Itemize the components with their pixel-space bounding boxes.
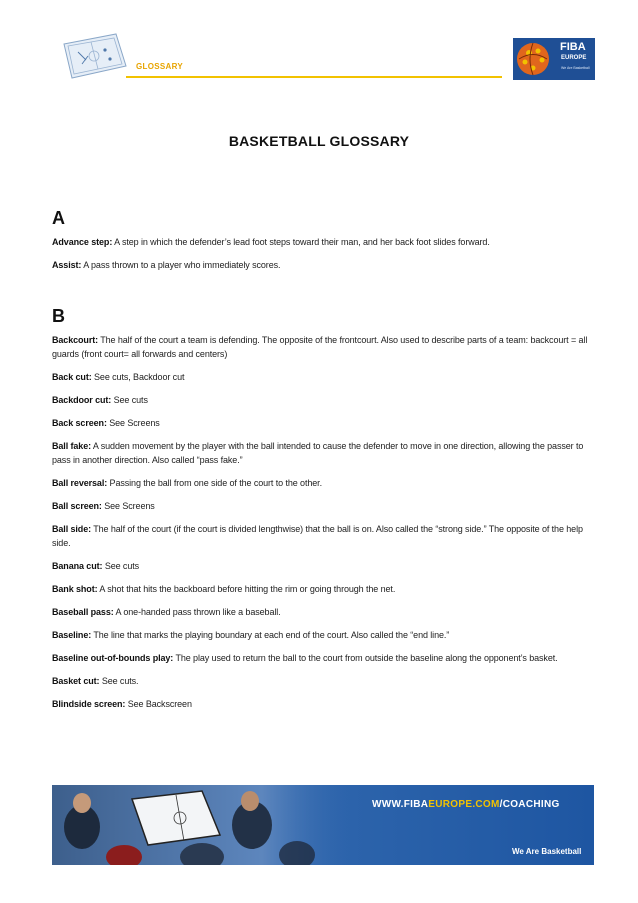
logo-region: EUROPE [561, 55, 587, 61]
section-a [52, 208, 592, 272]
entry-definition: See cuts [102, 561, 140, 571]
entry-definition: See cuts, Backdoor cut [91, 372, 185, 382]
entry-definition: The half of the court a team is defending. The opposite of the frontcourt. Also used to describe parts of a team: backcourt = all guards (front court= all forwards and centers) [52, 335, 588, 359]
glossary-entry [52, 476, 592, 490]
court-diagram-icon [58, 30, 130, 82]
entry-definition: A pass thrown to a player who immediately scores. [81, 260, 281, 270]
entry-definition: The line that marks the playing boundary at each end of the court. Also called the “end line.” [91, 630, 450, 640]
entry-term: Baseline out-of-bounds play: [52, 653, 174, 663]
section-tag: GLOSSARY [136, 62, 183, 71]
glossary-entry [52, 697, 592, 711]
glossary-entry [52, 582, 592, 596]
entry-definition: The half of the court (if the court is divided lengthwise) that the ball is on. Also called the “strong side.” The opposite of the help side. [52, 524, 583, 548]
glossary-entry [52, 499, 592, 513]
entry-term: Back cut: [52, 372, 92, 382]
entry-term: Ball reversal: [52, 478, 108, 488]
entry-definition: See cuts. [99, 676, 139, 686]
logo-name: FIBA [560, 41, 586, 53]
page-title: BASKETBALL GLOSSARY [228, 133, 410, 149]
entry-term: Assist: [52, 260, 82, 270]
entry-definition: See Backscreen [125, 699, 192, 709]
coaching-url [372, 799, 560, 810]
url-part-2: EUROPE.COM [428, 799, 500, 810]
glossary-entry [52, 333, 592, 361]
glossary-entry [52, 258, 592, 272]
entry-term: Back screen: [52, 418, 107, 428]
section-letter: B [52, 306, 65, 326]
glossary-entry [52, 674, 592, 688]
entry-definition: A step in which the defender’s lead foot steps toward their man, and her back foot slides forward. [112, 237, 490, 247]
glossary-entry [52, 439, 592, 467]
entry-term: Basket cut: [52, 676, 100, 686]
section-letter: A [52, 208, 65, 228]
header-rule [126, 76, 502, 78]
entry-definition: See cuts [111, 395, 148, 405]
glossary-entry [52, 235, 592, 249]
entry-term: Banana cut: [52, 561, 103, 571]
entry-definition: See Screens [101, 501, 155, 511]
entry-term: Backdoor cut: [52, 395, 112, 405]
footer-banner [52, 785, 594, 865]
glossary-entry [52, 522, 592, 550]
entry-term: Ball side: [52, 524, 92, 534]
glossary-content [52, 208, 592, 720]
entry-term: Baseline: [52, 630, 92, 640]
entry-definition: See Screens [106, 418, 160, 428]
entry-definition: Passing the ball from one side of the court to the other. [107, 478, 322, 488]
entry-term: Ball screen: [52, 501, 102, 511]
entry-term: Advance step: [52, 237, 113, 247]
glossary-entry [52, 393, 592, 407]
entry-definition: A sudden movement by the player with the ball intended to cause the defender to move in one direction, allowing the passer to pass in another direction. Also called “pass fake.” [52, 441, 584, 465]
section-b [52, 306, 592, 711]
url-part-3: /COACHING [499, 799, 560, 810]
glossary-entry [52, 370, 592, 384]
entry-term: Bank shot: [52, 584, 98, 594]
entry-term: Baseball pass: [52, 607, 114, 617]
page-header [0, 0, 638, 95]
url-part-1: WWW.FIBA [372, 799, 429, 810]
entry-term: Ball fake: [52, 441, 92, 451]
entry-term: Backcourt: [52, 335, 99, 345]
glossary-entry [52, 605, 592, 619]
coaching-photo [52, 785, 352, 865]
entry-definition: A one-handed pass thrown like a baseball. [113, 607, 281, 617]
entry-term: Blindside screen: [52, 699, 126, 709]
logo-tagline: We Are Basketball [561, 66, 590, 70]
glossary-entry [52, 559, 592, 573]
entry-definition: A shot that hits the backboard before hitting the rim or going through the net. [97, 584, 396, 594]
glossary-entry [52, 628, 592, 642]
glossary-entry [52, 416, 592, 430]
banner-tagline: We Are Basketball [512, 847, 582, 856]
entry-definition: The play used to return the ball to the court from outside the baseline along the opponent’s basket. [173, 653, 558, 663]
glossary-entry [52, 651, 592, 665]
